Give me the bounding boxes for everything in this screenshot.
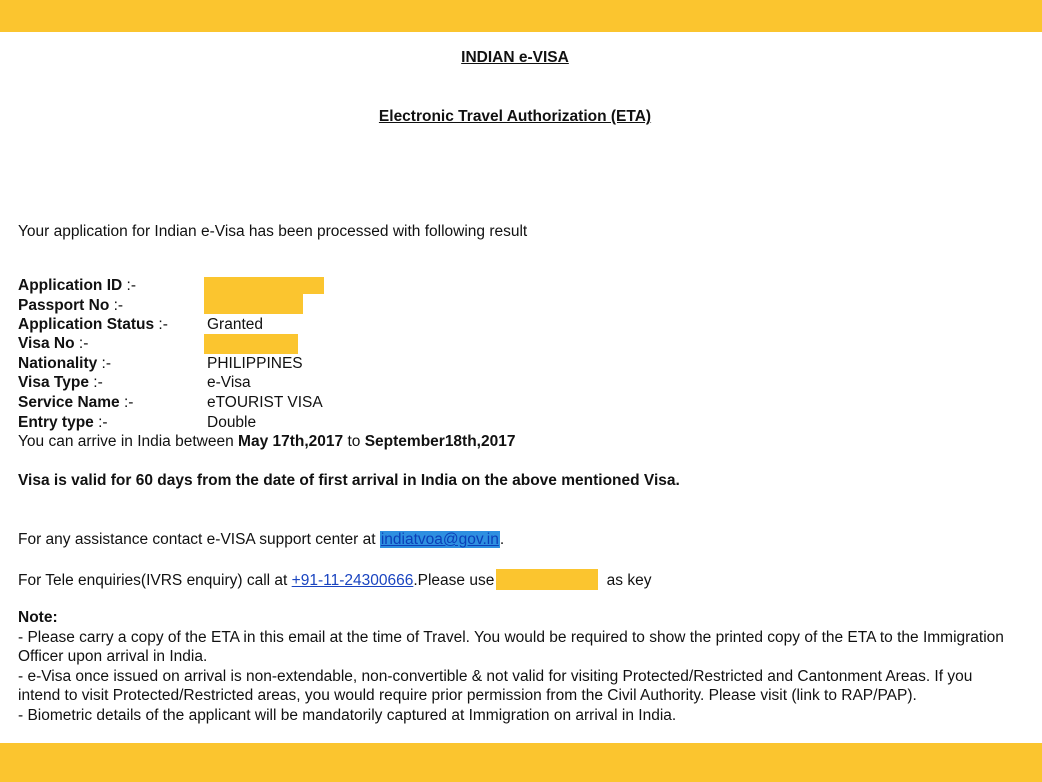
document-subtitle: Electronic Travel Authorization (ETA) bbox=[378, 108, 652, 125]
arrival-window-text: You can arrive in India between May 17th,2017 to September18th,2017 bbox=[18, 433, 516, 450]
field-label: Visa No :- bbox=[18, 335, 89, 352]
field-label: Entry type :- bbox=[18, 414, 108, 431]
field-label: Application ID :- bbox=[18, 277, 136, 294]
field-value-visa-type: e-Visa bbox=[207, 374, 251, 391]
validity-text: Visa is valid for 60 days from the date of first arrival in India on the above mentioned Visa. bbox=[18, 472, 680, 489]
field-value-service-name: eTOURIST VISA bbox=[207, 394, 323, 411]
note-item: - e-Visa once issued on arrival is non-extendable, non-convertible & not valid for visiting Protected/Restricted and Cantonment Areas. If you intend to visit Protected/Restricted areas, you would require prior permission from the Civil Authority. Please visit (link to RAP/PAP). bbox=[18, 667, 973, 705]
top-yellow-band bbox=[0, 0, 1042, 32]
ivrs-phone-link[interactable]: +91-11-24300666 bbox=[291, 572, 414, 589]
field-value-nationality: PHILIPPINES bbox=[207, 355, 303, 372]
redacted-key bbox=[496, 569, 598, 590]
support-email-link[interactable]: indiatvoa@gov.in bbox=[380, 531, 499, 548]
field-value-status: Granted bbox=[207, 316, 264, 333]
note-item: - Biometric details of the applicant will be mandatorily captured at Immigration on arrival in India. bbox=[18, 706, 677, 724]
bottom-yellow-band bbox=[0, 743, 1042, 782]
field-label: Visa Type :- bbox=[18, 374, 103, 391]
assistance-text: For any assistance contact e-VISA support center at indiatvoa@gov.in. bbox=[18, 531, 505, 548]
redacted-passport-no bbox=[204, 294, 303, 314]
note-item: - Please carry a copy of the ETA in this email at the time of Travel. You would be required to show the printed copy of the ETA to the Immigration Officer upon arrival in India. bbox=[18, 628, 1004, 666]
field-value-entry-type: Double bbox=[207, 414, 257, 431]
notes-section bbox=[18, 608, 1018, 726]
field-label: Application Status :- bbox=[18, 316, 168, 333]
field-label: Nationality :- bbox=[18, 355, 112, 372]
document-title: INDIAN e-VISA bbox=[461, 49, 569, 66]
field-label: Passport No :- bbox=[18, 297, 124, 314]
redacted-application-id bbox=[204, 277, 324, 294]
arrival-start-date: May 17th,2017 bbox=[238, 433, 344, 450]
redacted-visa-no bbox=[204, 334, 298, 354]
field-label: Service Name :- bbox=[18, 394, 134, 411]
tele-enquiry-text: For Tele enquiries(IVRS enquiry) call at +91-11-24300666.Please use as key bbox=[18, 569, 651, 591]
arrival-end-date: September18th,2017 bbox=[364, 433, 516, 450]
notes-heading: Note: bbox=[18, 609, 58, 626]
intro-text: Your application for Indian e-Visa has been processed with following result bbox=[18, 223, 528, 240]
